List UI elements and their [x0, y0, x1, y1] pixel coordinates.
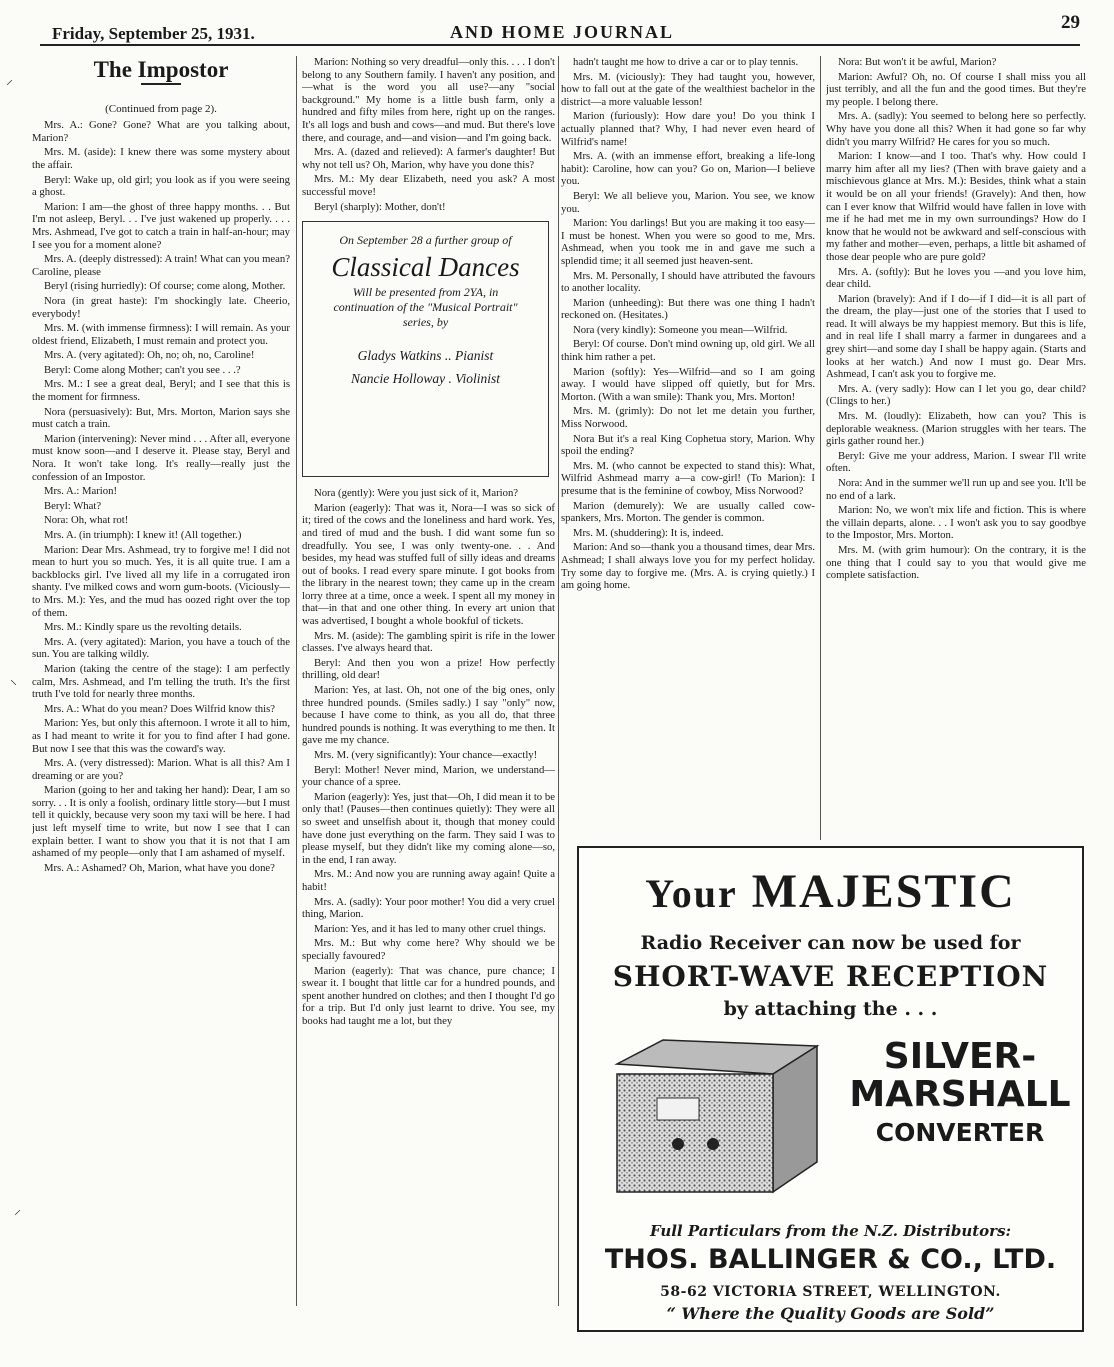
converter-brand: [847, 1038, 1073, 1146]
column-1-text: [32, 119, 290, 874]
dialogue-paragraph: Marion: No, we won't mix life and fiction. This is where the villain departs, alone. . . I won't ask you to say goodbye to the Impostor, Mrs. Morton.: [826, 504, 1086, 542]
dialogue-paragraph: Mrs. A. (very agitated): Oh, no; oh, no, Caroline!: [44, 349, 255, 362]
dialogue-paragraph: Marion (bravely): And if I do—if I did—it is all part of the dream, the play—just one of the stories that I used to read. It will always be my happiest memory. But this is life, and in real life I shall marry a farmer in dungarees and a grey shirt—and some day I shall be happy again. (Starts and looks at her watch.) And now I must go. Dear Mrs. Ashmead, I can't ask you to forgive me.: [826, 292, 1086, 381]
dialogue-paragraph: Marion: You darlings! But you are making it too easy—I must be honest. When you were so good to me, Mrs. Ashmead, when you took me in and gave me such a splendid time; it all seemed just heaven-sent.: [561, 217, 815, 267]
column-1: [32, 56, 290, 1356]
converter-illustration: [603, 1034, 821, 1198]
brand-line-2: MARSHALL: [849, 1073, 1071, 1115]
dialogue-paragraph: Mrs. M. (very significantly): Your chance—exactly!: [314, 749, 538, 761]
issue-date: Friday, September 25, 1931.: [52, 24, 255, 43]
ad-address: 58-62 VICTORIA STREET, WELLINGTON.: [660, 1284, 1001, 1300]
dialogue-paragraph: Mrs. A. (very sadly): How can I let you go, dear child? (Clings to her.): [826, 382, 1086, 408]
dialogue-paragraph: Mrs. M.: Kindly spare us the revolting details.: [44, 621, 242, 634]
dialogue-paragraph: Nora: And in the summer we'll run up and see you. It'll be no end of a lark.: [826, 477, 1086, 502]
journal-title: AND HOME JOURNAL: [450, 22, 674, 42]
notice-intro: On September 28 a further group of: [339, 233, 512, 248]
ad-company: THOS. BALLINGER & CO., LTD.: [604, 1244, 1057, 1275]
dialogue-paragraph: Mrs. M. (with immense firmness): I will remain. As your oldest friend, Elizabeth, I must remain and protect you.: [32, 322, 290, 347]
dialogue-paragraph: Mrs. M. (viciously): They had taught you, however, how to fall out at the gate of the wealthiest bachelor in the district—a more valuable lesson!: [561, 70, 815, 108]
dialogue-paragraph: Mrs. M. (shuddering): It is, indeed.: [573, 526, 724, 539]
margin-mark: ⸝: [14, 1202, 21, 1218]
dialogue-paragraph: Beryl: Give me your address, Marion. I swear I'll write often.: [826, 449, 1086, 475]
dialogue-paragraph: Nora: Oh, what rot!: [44, 514, 129, 527]
dialogue-paragraph: Marion (softly): Yes—Wilfrid—and so I am going away. I would have slipped off quietly, but for Mrs. Morton. (With a wan smile): Thank you, Mrs. Morton!: [561, 365, 815, 403]
dialogue-paragraph: Nora (gently): Were you just sick of it, Marion?: [314, 487, 519, 500]
dialogue-paragraph: Mrs. M. (loudly): Elizabeth, how can you? This is deplorable weakness. (Marion struggles with her tears. The girls gather round her.): [826, 410, 1086, 448]
column-divider: [296, 56, 297, 1306]
dialogue-paragraph: Nora But it's a real King Cophetua story, Marion. Why spoil the ending?: [561, 432, 815, 458]
dialogue-paragraph: Mrs. A. (very distressed): Marion. What is all this? Am I dreaming or are you?: [32, 757, 290, 782]
story-title: The Impostor: [93, 57, 229, 82]
dialogue-paragraph: Marion: Yes, at last. Oh, not one of the big ones, only three hundred pounds. (Smiles sadly.) I say "only" now, because I have come to think, as you all do, that three hundred pounds is nothing. It was everything to me then. It gave me my chance.: [302, 684, 555, 747]
ad-line-2: Radio Receiver can now be used for: [640, 932, 1021, 954]
dialogue-paragraph: Beryl: Come along Mother; can't you see . . .?: [44, 363, 241, 376]
dialogue-paragraph: Mrs. A. (dazed and relieved): A farmer's daughter! But why not tell us? Oh, Marion, why have you done this?: [302, 146, 555, 171]
brand-line-3: CONVERTER: [875, 1117, 1045, 1147]
dialogue-paragraph: Marion: I am—the ghost of three happy months. . . But I'm not asleep, Beryl. . . I've just wakened up properly. . . . Mrs. Ashmead, I've got to catch a train in half-an-hour; may I see you for a moment alone?: [32, 200, 290, 251]
dialogue-paragraph: Marion: Dear Mrs. Ashmead, try to forgive me! I did not mean to hurt you so much. Yes, it is all quite true. I am a backblocks girl. I've lived all my life in a corrugated iron shanty. I've milked cows and worn gum-boots. (Viciously—to Mrs. M.): Yes, and the mud has oozed right over the top of them.: [32, 543, 290, 619]
column-4: [826, 56, 1086, 836]
dialogue-paragraph: Marion: Awful? Oh, no. Of course I shall miss you all just terribly, and all the fun and the good times. But they're my people. I belong there.: [826, 70, 1086, 108]
title-rule: [141, 83, 181, 85]
column-2-text-bottom: [302, 487, 555, 1027]
dialogue-paragraph: Mrs. A.: Gone? Gone? What are you talking about, Marion?: [32, 119, 290, 144]
dialogue-paragraph: Nora (in great haste): I'm shockingly late. Cheerio, everybody!: [32, 294, 290, 320]
dialogue-paragraph: Mrs. M. (aside): The gambling spirit is rife in the lower classes. I've always heard that.: [302, 629, 555, 655]
dialogue-paragraph: hadn't taught me how to drive a car or to play tennis.: [573, 56, 799, 68]
ad-slogan: “ Where the Quality Goods are Sold”: [666, 1304, 995, 1323]
brand-line-1: SILVER-: [883, 1036, 1037, 1077]
dialogue-paragraph: Marion (going to her and taking her hand): Dear, I am so sorry. . . It is only a foolish, ordinary little story—but I must tell it quickly, because very soon my taxi will be here. I had just left myself time to write, but now I see that I can explain better. I want to show you that it is not that I am ashamed of my people—only that I am ashamed of myself.: [32, 784, 290, 860]
majestic-radio-advertisement: [577, 846, 1084, 1332]
dialogue-paragraph: Beryl: Wake up, old girl; you look as if you were seeing a ghost.: [32, 173, 290, 199]
column-3-text: [561, 56, 815, 592]
dialogue-paragraph: Marion (demurely): We are usually called cow-spankers, Mrs. Morton. The gender is common.: [561, 499, 815, 525]
dialogue-paragraph: Mrs. M. (grimly): Do not let me detain you further, Miss Norwood.: [561, 405, 815, 431]
column-4-text: [826, 56, 1086, 582]
dialogue-paragraph: Nora (very kindly): Someone you mean—Wilfrid.: [573, 323, 788, 336]
dialogue-paragraph: Mrs. A. (deeply distressed): A train! What can you mean? Caroline, please: [32, 253, 290, 278]
dialogue-paragraph: Mrs. A. (sadly): You seemed to belong here so perfectly. Why have you done all this? When it had gone so far why didn't you marry Wilfrid? He cares for you so much.: [826, 110, 1086, 148]
continued-note: (Continued from page 2).: [105, 102, 217, 115]
column-divider: [558, 56, 559, 1306]
dialogue-paragraph: Beryl: And then you won a prize! How perfectly thrilling, old dear!: [302, 656, 555, 682]
dialogue-paragraph: Mrs. A.: Marion!: [44, 485, 118, 498]
column-divider: [820, 56, 821, 840]
page-number: 29: [1061, 12, 1080, 33]
dialogue-paragraph: Marion: I know—and I too. That's why. How could I marry him after all my lies? (Then with brave gaiety and a mischievous glance at Mrs. M.): Besides, think what a stain it would be on all your friends! (Gravely): And then, how can I ever know that Wilfrid would have fallen in love with me if he had met me in my own surroundings? How do I know that he would not be awkward and self-conscious with my father and mother—even, perhaps, a little bit ashamed of those dear people who are pure gold?: [826, 150, 1086, 263]
notice-title: Classical Dances: [331, 251, 520, 282]
dialogue-paragraph: Beryl: Of course. Don't mind owning up, old girl. We all think him rather a pet.: [561, 338, 815, 364]
ad-particulars: Full Particulars from the N.Z. Distributors:: [649, 1222, 1012, 1240]
dialogue-paragraph: Beryl: What?: [44, 499, 102, 512]
dialogue-paragraph: Mrs. A. (very agitated): Marion, you have a touch of the sun. You are talking wildly.: [32, 635, 290, 661]
dialogue-paragraph: Beryl: We all believe you, Marion. You see, we know you.: [561, 189, 815, 215]
dialogue-paragraph: Marion: Yes, but only this afternoon. I wrote it all to him, as I had meant to write it for you to find after I had gone. But now I see that this was the coward's way.: [32, 717, 290, 755]
column-2: [302, 56, 555, 1356]
page-header: [40, 12, 1080, 46]
dialogue-paragraph: Mrs. A. (softly): But he loves you —and you love him, dear child.: [826, 265, 1086, 291]
dialogue-paragraph: Marion (furiously): How dare you! Do you think I actually planned that? Why, I had never even heard of Wilfrid's name!: [561, 110, 815, 148]
ad-line-3: SHORT-WAVE RECEPTION: [612, 960, 1049, 993]
dialogue-paragraph: Mrs. M. (with grim humour): On the contrary, it is the one thing that I could say to you that would give me complete satisfaction.: [826, 543, 1086, 582]
ad-headline: [579, 864, 1082, 919]
dialogue-paragraph: Marion (eagerly): Yes, just that—Oh, I did mean it to be only that! (Pauses—then continues quietly): They were all so sweet and unselfish about it, though that money could have done just everything on the farm. They said I was to please myself, but they didn't like my coming alone—so, in the end, I ran away.: [302, 790, 555, 866]
ad-your: Your: [645, 871, 738, 916]
dialogue-paragraph: Marion (taking the centre of the stage): I am perfectly calm, Mrs. Ashmead, and I'm telling the truth. It's the first truth I've told for nearly three months.: [32, 662, 290, 701]
ad-line-4: by attaching the . . .: [723, 998, 938, 1020]
dialogue-paragraph: Marion: And so—thank you a thousand times, dear Mrs. Ashmead; I shall always love you for my perfect holiday. Try some day to forgive me. (Mrs. A. is crying quietly.) I am going home.: [561, 541, 815, 592]
dialogue-paragraph: Mrs. M. (aside): I knew there was some mystery about the affair.: [32, 146, 290, 171]
dialogue-paragraph: Mrs. A.: What do you mean? Does Wilfrid know this?: [44, 702, 276, 715]
dialogue-paragraph: Marion (eagerly): That was it, Nora—I was so sick of it; tired of the cows and the loneliness and hard work. Yes, and tired of mud and the bush. I did want some fun so dreadfully. You see, I was only twenty-one. . . And besides, my head was stuffed full of silly ideas and dreams out of books. I read every spare minute. I got books from the library in the nearest town; they came up in the cream lorry three at a time, once a week. I spent all my money in that—in that and one other thing. In every art union that was advertised, I bought a whole bookful of tickets.: [302, 501, 555, 628]
dialogue-paragraph: Mrs. A. (with an immense effort, breaking a life-long habit): Caroline, how can you? Go on, Marion—I believe you.: [561, 150, 815, 188]
dialogue-paragraph: Mrs. M.: My dear Elizabeth, need you ask? A most successful move!: [302, 173, 555, 198]
column-2-text-top: [302, 56, 555, 213]
dialogue-paragraph: Mrs. A. (sadly): Your poor mother! You did a very cruel thing, Marion.: [302, 895, 555, 921]
notice-detail: Will be presented from 2YA, in continuation of the "Musical Portrait" series, by: [333, 285, 518, 330]
performer-pianist: Gladys Watkins .. Pianist: [357, 348, 494, 364]
dialogue-paragraph: Marion (unheeding): But there was one thing I hadn't reckoned on. (Hesitates.): [561, 296, 815, 322]
dialogue-paragraph: Mrs. M.: I see a great deal, Beryl; and I see that this is the moment for firmness.: [32, 378, 290, 404]
dialogue-paragraph: Mrs. M. (who cannot be expected to stand this): What, Wilfrid Ashmead marry a—a cow-girl! (To Marion): I presume that is the feminine of cowboy, Miss Norwood?: [561, 459, 815, 497]
performer-violinist: Nancie Holloway . Violinist: [351, 371, 500, 387]
dialogue-paragraph: Marion: Nothing so very dreadful—only this. . . . I don't belong to any Southern family. I haven't any position, and—what is the word you all use?—any "social background." My home is a little bush farm, only a hundred and fifty miles from here, right up on the ranges. It's all logs and bush and cows—and mud. But there's love there, and courage, and—and vision—and I'm going back.: [302, 56, 555, 144]
ad-brand: MAJESTIC: [751, 865, 1016, 918]
dialogue-paragraph: Mrs. M.: But why come here? Why should we be specially favoured?: [302, 937, 555, 962]
dialogue-paragraph: Marion: Yes, and it has led to many other cruel things.: [314, 922, 546, 935]
dialogue-paragraph: Mrs. A. (in triumph): I knew it! (All together.): [44, 529, 242, 541]
dialogue-paragraph: Beryl (sharply): Mother, don't!: [314, 200, 446, 213]
margin-mark: ⸜: [10, 672, 17, 688]
dialogue-paragraph: Nora: But won't it be awful, Marion?: [838, 56, 997, 68]
dialogue-paragraph: Mrs. A.: Ashamed? Oh, Marion, what have you done?: [44, 861, 275, 874]
dialogue-paragraph: Marion (intervening): Never mind . . . After all, everyone must know soon—and I deserve it. Please stay, Beryl and Nora. It won't take long. It's really—really just the confession of an Impostor.: [32, 432, 290, 483]
dialogue-paragraph: Nora (persuasively): But, Mrs. Morton, Marion says she must catch a train.: [32, 405, 290, 431]
dialogue-paragraph: Marion (eagerly): That was chance, pure chance; I swear it. I bought that little car for a hundred pounds, and spent another hundred on clothes; and then I thought I'd go for a trip. But I'd only just learnt to drive. You see, my books had taught me a lot, but they: [302, 964, 555, 1027]
dialogue-paragraph: Beryl (rising hurriedly): Of course; come along, Mother.: [44, 280, 286, 293]
dialogue-paragraph: Beryl: Mother! Never mind, Marion, we understand—your chance of a spree.: [302, 763, 555, 789]
classical-dances-notice: [302, 221, 549, 477]
dialogue-paragraph: Mrs. M.: And now you are running away again! Quite a habit!: [302, 868, 555, 893]
dialogue-paragraph: Mrs. M. Personally, I should have attributed the favours to another locality.: [561, 269, 815, 295]
margin-mark: ⸝: [6, 72, 13, 88]
